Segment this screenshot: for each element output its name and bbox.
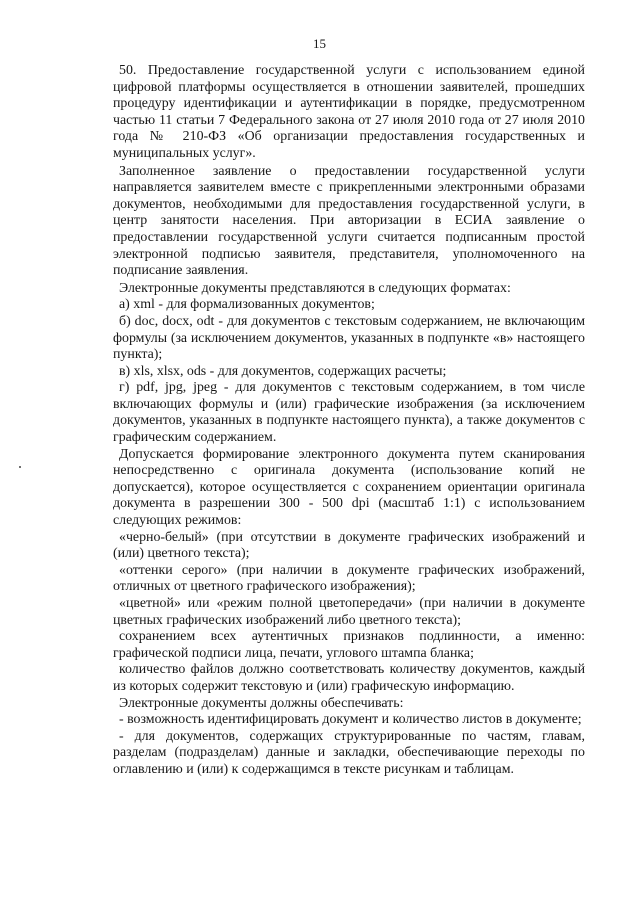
scan-mode-black-white: «черно-белый» (при отсутствии в документе графических изображений и (или) цветного текста); [113,529,585,562]
paragraph-scanning: Допускается формирование электронного документа путем сканирования непосредственно с оригинала документа (использование копий не допускается), которое осуществляется с сохранением ориентации оригинала документа в разрешении 300 - 500 dpi (масштаб 1:1) с использованием следующих режимов: [113,446,585,529]
paragraph-authenticity: сохранением всех аутентичных признаков подлинности, а именно: графической подписи лица, печати, углового штампа бланка; [113,629,585,661]
page-number: 15 [313,36,326,51]
scan-mode-color: «цветной» или «режим полной цветопередачи» (при наличии в документе цветных графических изображений либо цветного текста); [113,596,585,628]
scan-artifact-dot [19,466,21,468]
scan-mode-grayscale: «оттенки серого» (при наличии в документе графических изображений, отличных от цветного графического изображения); [113,562,585,595]
paragraph-requirements-heading: Электронные документы должны обеспечивать: [119,695,404,711]
format-item-b: б) doc, docx, odt - для документов с текстовым содержанием, не включающим формулы (за исключением документов, указанных в подпункте «в» настоящего пункта); [113,313,585,363]
document-body [113,63,585,779]
format-item-g: г) pdf, jpg, jpeg - для документов с текстовым содержанием, в том числе включающих формулы и (или) графические изображения (за исключением документов, указанных в подпункте настоящего пункта), а также документов с графическим содержанием. [113,380,585,446]
format-item-a: а) xml - для формализованных документов; [119,297,375,313]
paragraph-formats-heading: Электронные документы представляются в следующих форматах: [119,280,511,296]
requirement-item-structure: - для документов, содержащих структурированные по частям, главам, разделам (подразделам) данные и закладки, обеспечивающие переходы по оглавлению и (или) к содержащимся в тексте рисункам и таблицам. [113,728,585,777]
format-item-v: в) xls, xlsx, ods - для документов, содержащих расчеты; [119,363,447,379]
paragraph-application-signing: Заполненное заявление о предоставлении государственной услуги направляется заявителем вместе с прикрепленными электронными образами документов, необходимыми для предоставления государственной услуги, в центр занятости населения. При авторизации в ЕСИА заявление о предоставлении государственной услуги считается подписанным простой электронной подписью заявителя, представителя, уполномоченного на подписание заявления. [113,163,585,279]
paragraph-50-intro: 50. Предоставление государственной услуги с использованием единой цифровой платформы осуществляется в отношении заявителей, прошедших процедуру идентификации и аутентификации в порядке, предусмотренном частью 11 статьи 7 Федерального закона от 27 июля 2010 года от 27 июля 2010 года № 210-ФЗ «Об организации предоставления государственных и муниципальных услуг». [113,63,585,161]
requirement-item-identify: - возможность идентифицировать документ и количество листов в документе; [119,712,582,728]
paragraph-file-count: количество файлов должно соответствовать количеству документов, каждый из которых содержит текстовую и (или) графическую информацию. [113,662,585,694]
